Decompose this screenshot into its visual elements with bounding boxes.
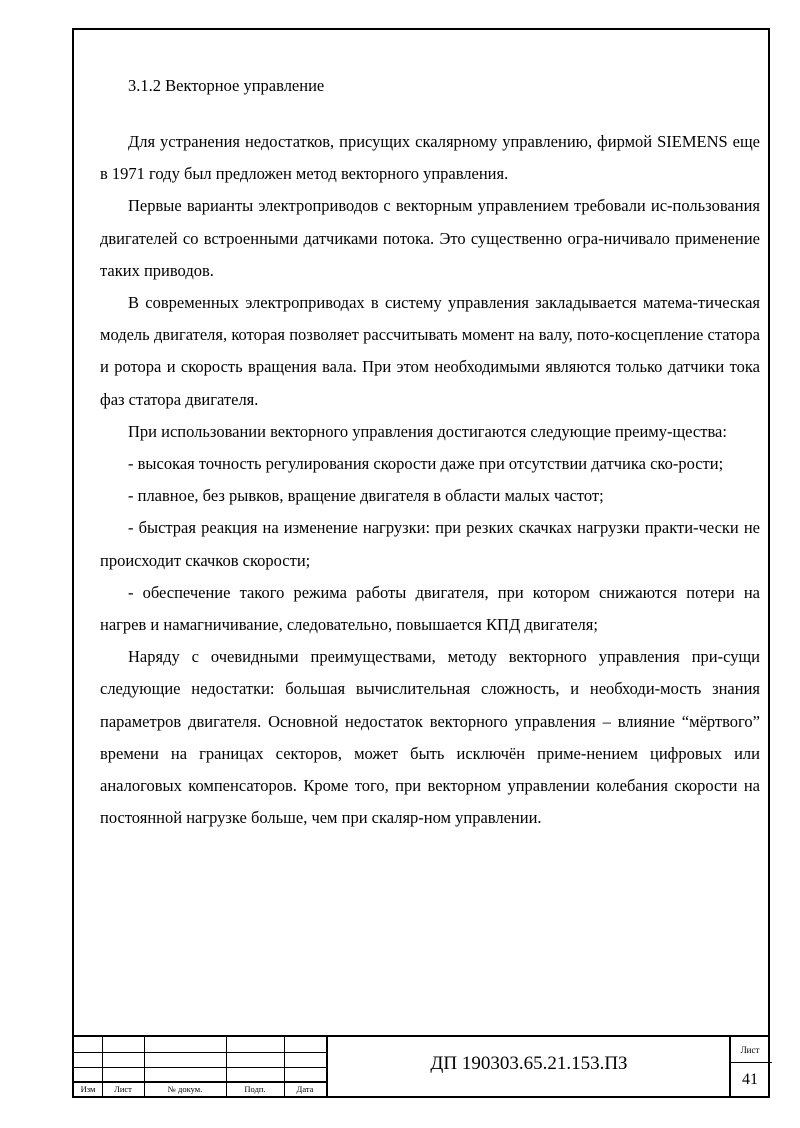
title-block	[74, 1035, 768, 1096]
stamp-col-list: Лист	[114, 1084, 132, 1094]
stamp-row-line	[74, 1067, 326, 1068]
list-item: - плавное, без рывков, вращение двигателя в области малых частот;	[128, 486, 604, 506]
paragraph: В современных электроприводах в систему управления закладывается матема-тическая модель двигателя, которая позволяет рассчитывать момент на валу, пото-косцепление статора и ротора и скорость вращения вала. При этом необходимыми являются только датчики тока фаз статора двигателя.	[100, 293, 760, 409]
document-code: ДП 190303.65.21.153.ПЗ	[430, 1053, 628, 1074]
section-heading: 3.1.2 Векторное управление	[128, 76, 325, 95]
paragraph: Первые варианты электроприводов с векторным управлением требовали ис-пользования двигателей со встроенными датчиками потока. Это существенно огра-ничивало применение таких приводов.	[100, 196, 760, 280]
stamp-col-doc: № докум.	[167, 1084, 203, 1094]
list-item: - быстрая реакция на изменение нагрузки: при резких скачках нагрузки практи-чески не происходит скачков скорости;	[100, 518, 760, 570]
stamp-col-podp: Подп.	[244, 1084, 266, 1094]
list-item: - высокая точность регулирования скорости даже при отсутствии датчика ско-рости;	[128, 454, 724, 474]
stamp-row-line	[74, 1052, 326, 1053]
sheet-label: Лист	[740, 1045, 760, 1055]
stamp-row-line	[74, 1081, 326, 1083]
stamp-col-izm: Изм	[80, 1084, 96, 1094]
paragraph: При использовании векторного управления достигаются следующие преиму-щества:	[128, 421, 727, 441]
stamp-col-date: Дата	[296, 1084, 314, 1094]
sheet-number: 41	[742, 1071, 758, 1088]
page-content	[100, 70, 760, 834]
page-frame	[72, 28, 770, 1098]
paragraph: Для устранения недостатков, присущих скалярному управлению, фирмой SIEMENS еще в 1971 году был предложен метод векторного управления.	[100, 132, 760, 184]
stamp-row-line	[729, 1062, 772, 1063]
paragraph: Наряду с очевидными преимуществами, методу векторного управления при-сущи следующие недостатки: большая вычислительная сложность, и необходи-мость знания параметров двигателя. Основной недостаток векторного управления – влияние “мёртвого” времени на границах секторов, может быть исключён приме-нением цифровых или аналоговых компенсаторов. Кроме того, при векторном управлении колебания скорости на постоянной нагрузке больше, чем при скаляр-ном управлении.	[100, 647, 760, 828]
list-item: - обеспечение такого режима работы двигателя, при котором снижаются потери на нагрев и намагничивание, следовательно, повышается КПД двигателя;	[100, 582, 760, 635]
